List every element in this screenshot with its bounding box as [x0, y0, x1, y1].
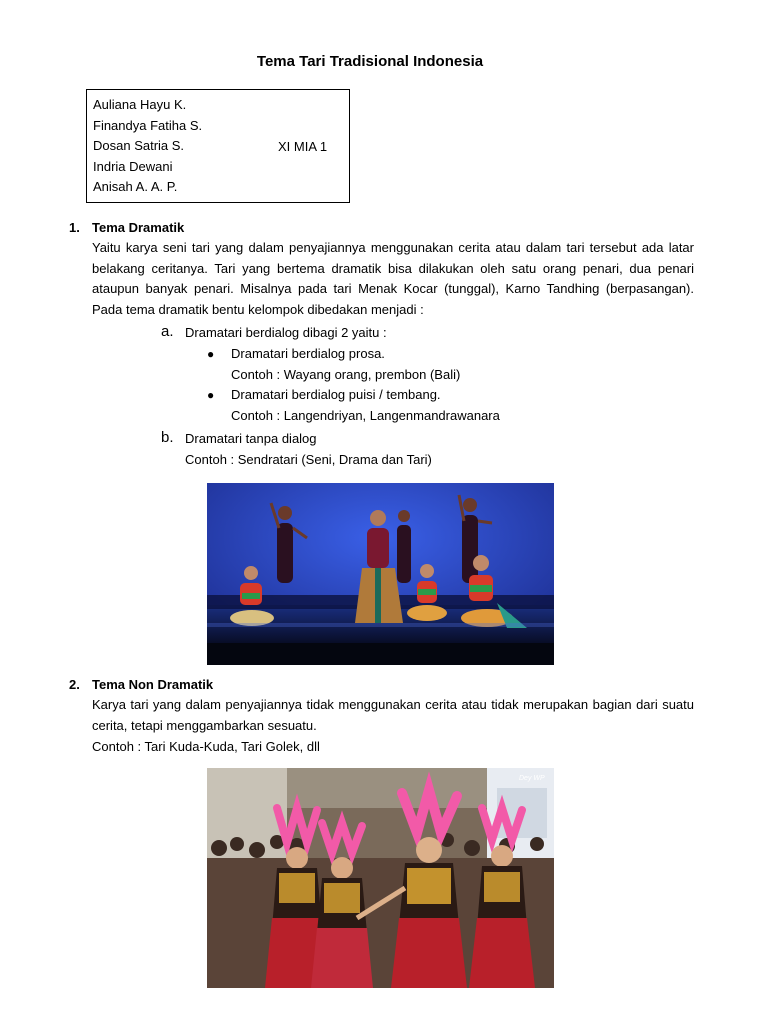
bullet-item: Dramatari berdialog prosa.	[231, 346, 385, 361]
section-2-heading	[69, 677, 213, 692]
list-item-b-example: Contoh : Sendratari (Seni, Drama dan Tari)	[185, 452, 432, 467]
author-name: Indria Dewani	[93, 159, 173, 174]
non-dramatic-dance-photo	[207, 768, 554, 988]
section-title: Tema Dramatik	[92, 220, 185, 235]
dramatari-photo	[207, 483, 554, 665]
author-name: Finandya Fatiha S.	[93, 118, 203, 133]
section-2-paragraph: Karya tari yang dalam penyajiannya tidak menggunakan cerita atau tidak merupakan bagian dari suatu cerita, tetapi menggambarkan sesuatu.	[92, 697, 694, 733]
section-number: 1.	[69, 220, 80, 235]
section-1-heading	[69, 220, 184, 235]
section-title: Tema Non Dramatik	[92, 677, 214, 692]
list-item-b: Dramatari tanpa dialog	[185, 431, 317, 446]
section-2-example: Contoh : Tari Kuda-Kuda, Tari Golek, dll	[92, 739, 320, 754]
author-name: Dosan Satria S.	[93, 138, 185, 153]
list-letter: a.	[161, 323, 174, 340]
bullet-icon: ●	[207, 388, 215, 402]
bullet-icon: ●	[207, 347, 215, 361]
section-number: 2.	[69, 677, 80, 692]
bullet-item: Dramatari berdialog puisi / tembang.	[231, 387, 441, 402]
authors-box	[86, 89, 350, 203]
document-title: Tema Tari Tradisional Indonesia	[256, 53, 484, 70]
list-item-a: Dramatari berdialog dibagi 2 yaitu :	[185, 325, 387, 340]
section-1-paragraph: Yaitu karya seni tari yang dalam penyajiannya menggunakan cerita atau dalam tari tersebut ada latar belakang ceritanya. Tari yang bertema dramatik bisa dilakukan oleh satu orang penari, dua penari ataupun banyak penari. Misalnya pada tari Menak Kocar (tunggal), Karno Tandhing (berpasangan). Pada tema dramatik bentu kelompok dibedakan menjadi :	[92, 240, 694, 318]
list-letter: b.	[161, 429, 174, 446]
photo-watermark: Dey WP	[519, 775, 545, 782]
bullet-example: Contoh : Wayang orang, prembon (Bali)	[231, 367, 461, 382]
author-name: Anisah A. A. P.	[93, 179, 178, 194]
author-name: Auliana Hayu K.	[93, 97, 187, 112]
bullet-example: Contoh : Langendriyan, Langenmandrawanara	[231, 408, 500, 423]
class-label: XI MIA 1	[278, 139, 328, 154]
